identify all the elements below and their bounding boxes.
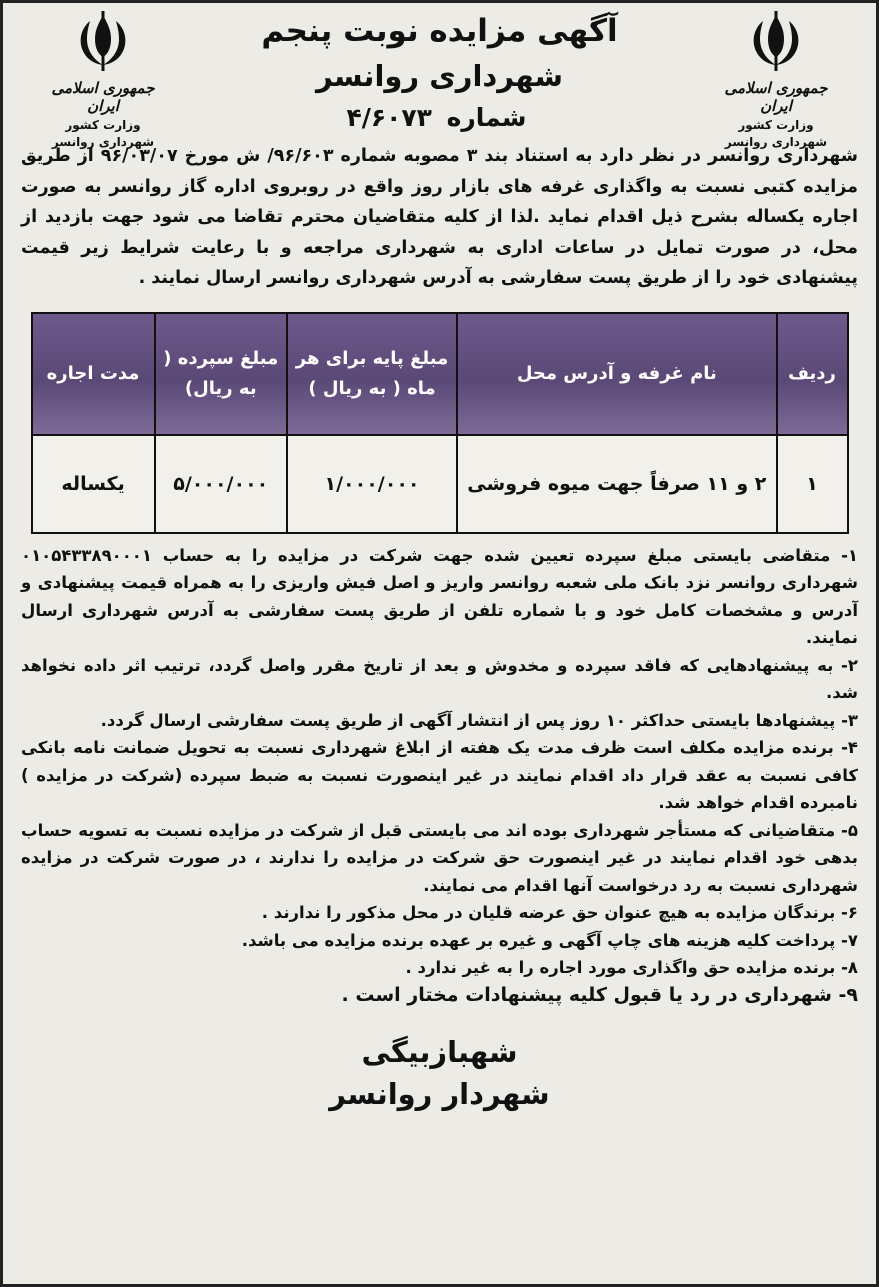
- reference-number-value: ۴/۶۰۷۳: [346, 103, 432, 132]
- emblem-municipality-label: شهرداری روانسر: [51, 135, 155, 149]
- emblem-ministry-label: وزارت کشور: [738, 118, 814, 132]
- emblem-block-right: [706, 9, 846, 149]
- cell-deposit: ۵/۰۰۰/۰۰۰: [155, 435, 287, 533]
- condition-item: ۲- به پیشنهادهایی که فاقد سپرده و مخدوش و بعد از تاریخ مقرر واصل گردد، ترتیب اثر داده نخواهد شد.: [21, 655, 858, 702]
- cell-duration: یکساله: [32, 435, 155, 533]
- condition-item: ۵- متقاضیانی که مستأجر شهرداری بوده اند می بایستی قبل از شرکت در مزایده نسبت به تسویه حساب بدهی خود اقدام نمایند در غیر اینصورت حق شرکت در مزایده را ندارند ، در صورت شرکت در مزایده شهرداری نسبت به رد درخواست آنها اقدام می نمایند.: [21, 820, 858, 895]
- column-header-deposit: مبلغ سپرده ( به ریال): [155, 313, 287, 435]
- auction-table: [31, 312, 849, 534]
- column-header-booth-name: نام غرفه و آدرس محل: [457, 313, 776, 435]
- signatory-name: شهبازبیگی: [361, 1035, 518, 1069]
- reference-number-label: شماره: [446, 103, 527, 132]
- table-header-row: [32, 313, 848, 435]
- condition-item: ۴- برنده مزایده مکلف است ظرف مدت یک هفته از ابلاغ شهرداری نسبت به تحویل ضمانت نامه بانکی کافی نسبت به عقد قرار داد اقدام نمایند در غیر اینصورت نسبت به ضبط سپرده (شرکت در مزایده ) نامبرده اقدام خواهد شد.: [21, 738, 858, 812]
- cell-booth-name: ۲ و ۱۱ صرفاً جهت میوه فروشی: [457, 435, 776, 533]
- emblem-country-label: جمهوری اسلامی ایران: [724, 79, 828, 115]
- condition-item-final: ۹- شهرداری در رد یا قبول کلیه پیشنهادات مختار است .: [341, 983, 858, 1006]
- conditions-list: [21, 542, 858, 1010]
- emblem-municipality-label: شهرداری روانسر: [724, 135, 828, 149]
- notice-title: آگهی مزایده نوبت پنجم: [261, 13, 618, 49]
- table-row: [32, 435, 848, 533]
- condition-item: ۷- پرداخت کلیه هزینه های چاپ آگهی و غیره بر عهده برنده مزایده می باشد.: [241, 930, 858, 950]
- column-header-duration: مدت اجاره: [32, 313, 155, 435]
- signatory-title: شهردار روانسر: [329, 1077, 550, 1111]
- emblem-country-label: جمهوری اسلامی ایران: [51, 79, 155, 115]
- iran-emblem-icon: [70, 9, 136, 75]
- condition-item: ۳- پیشنهادها بایستی حداکثر ۱۰ روز پس از انتشار آگهی از طریق پست سفارشی ارسال گردد.: [100, 710, 858, 730]
- condition-item: ۶- برندگان مزایده به هیچ عنوان حق عرضه قلیان در محل مذکور را ندارند .: [261, 903, 858, 922]
- condition-item: ۱- متقاضی بایستی مبلغ سپرده تعیین شده جهت شرکت در مزایده را به حساب ۰۱۰۵۴۳۳۸۹۰۰۰۱ شهرداری روانسر نزد بانک ملی شعبه روانسر واریز و اصل فیش واریزی را به همراه قیمت پیشنهادی و آدرس و مشخصات کامل خود و با شماره تلفن از طریق پست سفارشی به آدرس شهرداری ارسال نمایند.: [21, 545, 858, 647]
- signature-block: [21, 1031, 858, 1115]
- organization-name: شهرداری روانسر: [316, 59, 563, 93]
- column-header-base-price: مبلغ پایه برای هر ماه ( به ریال ): [287, 313, 457, 435]
- iran-emblem-icon: [743, 9, 809, 75]
- cell-base-price: ۱/۰۰۰/۰۰۰: [287, 435, 457, 533]
- cell-row-number: ۱: [777, 435, 848, 533]
- condition-item: ۸- برنده مزایده حق واگذاری مورد اجاره را به غیر ندارد .: [405, 958, 858, 977]
- emblem-block-left: [33, 9, 173, 149]
- column-header-row-number: ردیف: [777, 313, 848, 435]
- intro-paragraph: شهرداری روانسر در نظر دارد به استناد بند ۳ مصوبه شماره ۹۶/۶۰۳/ ش مورخ ۹۶/۰۳/۰۷ از طریق مزایده کتبی نسبت به واگذاری غرفه های بازار روز واقع در روبروی اداره گاز روانسر به صورت اجاره یکساله بشرح ذیل اقدام نماید .لذا از کلیه متقاضیان محترم تقاضا می شود جهت بازدید از محل، در صورت تمایل در ساعات اداری به شهرداری مراجعه و با رعایت شرایط زیر قیمت پیشنهادی خود را از طریق پست سفارشی به آدرس شهرداری روانسر ارسال نمایند .: [21, 146, 858, 288]
- emblem-ministry-label: وزارت کشور: [65, 118, 141, 132]
